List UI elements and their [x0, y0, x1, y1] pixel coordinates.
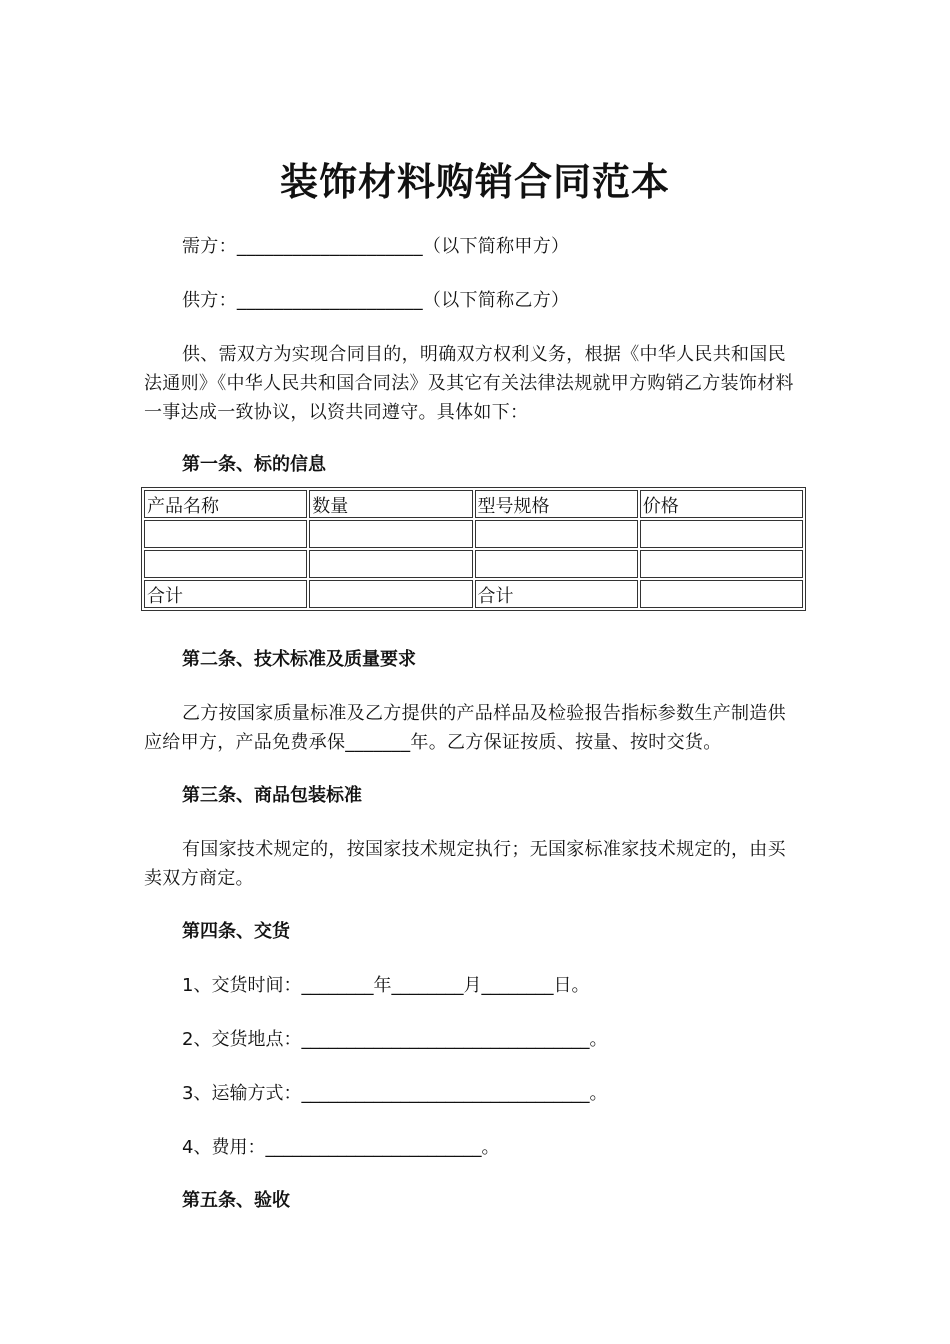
goods-table	[141, 487, 806, 611]
article1-heading: 第一条、标的信息	[182, 454, 326, 475]
buyer-line: 需方：____________________（以下简称甲方）	[182, 236, 570, 257]
seller-line: 供方：____________________（以下简称乙方）	[182, 290, 570, 311]
article3-text: 有国家技术规定的，按国家技术规定执行；无国家标准家技术规定的，由买卖双方商定。	[144, 839, 786, 889]
table-cell	[144, 520, 307, 548]
delivery-place-line: 2、交货地点：________________________________。	[182, 1029, 608, 1050]
table-total-row	[144, 580, 803, 608]
document-title: 装饰材料购销合同范本	[279, 160, 670, 204]
table-cell	[309, 580, 472, 608]
intro-paragraph: 供、需双方为实现合同目的，明确双方权利义务，根据《中华人民共和国民法通则》《中华人民共和国合同法》及其它有关法律法规就甲方购销乙方装饰材料一事达成一致协议，以资共同遵守。具体如下：	[144, 344, 794, 423]
article5-heading: 第五条、验收	[182, 1190, 290, 1211]
transport-method-line: 3、运输方式：________________________________。	[182, 1083, 608, 1104]
cost-line: 4、费用：________________________。	[182, 1137, 500, 1158]
table-row	[144, 550, 803, 578]
table-cell	[640, 550, 803, 578]
table-header-cell: 价格	[640, 490, 803, 518]
article3-heading: 第三条、商品包装标准	[182, 785, 362, 806]
table-cell: 合计	[144, 580, 307, 608]
table-cell	[475, 550, 638, 578]
article2-heading: 第二条、技术标准及质量要求	[182, 649, 416, 670]
delivery-time-line: 1、交货时间：________年________月________日。	[182, 975, 590, 996]
table-cell	[309, 520, 472, 548]
table-cell	[144, 550, 307, 578]
table-cell: 合计	[475, 580, 638, 608]
article4-heading: 第四条、交货	[182, 921, 290, 942]
article2-text: 乙方按国家质量标准及乙方提供的产品样品及检验报告指标参数生产制造供应给甲方，产品免费承保_______年。乙方保证按质、按量、按时交货。	[144, 703, 786, 753]
table-header-cell: 数量	[309, 490, 472, 518]
table-cell	[309, 550, 472, 578]
table-row	[144, 520, 803, 548]
table-cell	[475, 520, 638, 548]
table-cell	[640, 520, 803, 548]
table-header-cell: 型号规格	[475, 490, 638, 518]
table-header-row	[144, 490, 803, 518]
table-header-cell: 产品名称	[144, 490, 307, 518]
table-cell	[640, 580, 803, 608]
